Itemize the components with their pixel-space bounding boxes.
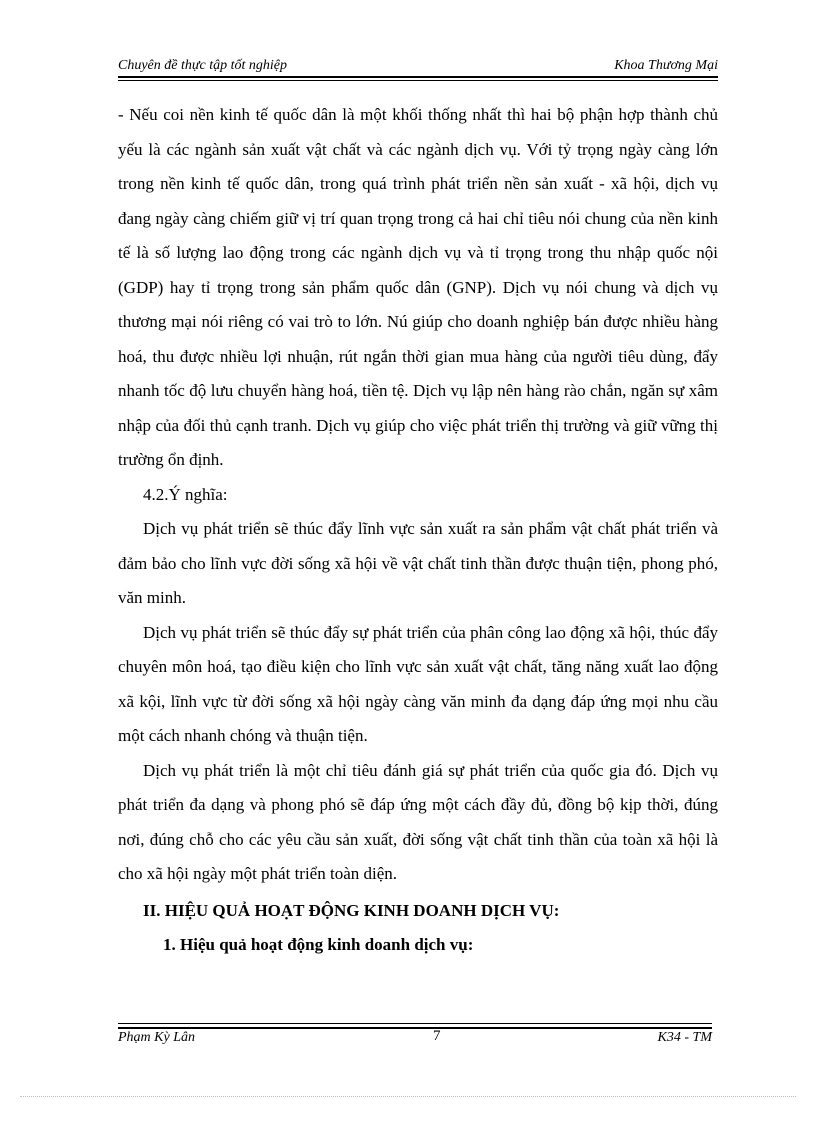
section-title-meaning: 4.2.Ý nghĩa:	[143, 484, 228, 504]
header-document-type: Chuyên đề thực tập tốt nghiệp	[118, 58, 287, 73]
paragraph-meaning-3: Dịch vụ phát triển là một chỉ tiêu đánh giá sự phát triển của quốc gia đó. Dịch vụ phát triển đa dạng và phong phó sẽ đáp ứng một cách đầy đủ, đồng bộ kịp thời, đúng nơi, đúng chỗ cho các yêu cầu sản xuất, đời sống vật chất tinh thần của toàn xã hội là cho xã hội ngày một phát triển toàn diện.	[118, 760, 718, 883]
paragraph-meaning-1: Dịch vụ phát triển sẽ thúc đẩy lĩnh vực sản xuất ra sản phẩm vật chất phát triển và đảm bảo cho lĩnh vực đời sống xã hội về vật chất tinh thần được thuận tiện, phong phó, văn minh.	[118, 519, 718, 607]
footer-rule-thick	[118, 1027, 712, 1029]
chapter-heading: II. HIỆU QUẢ HOẠT ĐỘNG KINH DOANH DỊCH VỤ:	[143, 900, 560, 920]
document-body	[118, 98, 718, 963]
subsection-heading: 1. Hiệu quả hoạt động kinh doanh dịch vụ:	[163, 935, 474, 954]
header-rule-thin	[118, 80, 718, 81]
page-footer	[118, 1030, 712, 1052]
page-edge-divider	[20, 1096, 796, 1097]
header-rule-thick	[118, 76, 718, 78]
page-number: 7	[433, 1028, 441, 1044]
footer-author: Phạm Kỳ Lân	[118, 1030, 195, 1045]
footer-rule-thin	[118, 1023, 712, 1024]
header-faculty: Khoa Thương Mại	[614, 58, 718, 73]
footer-class: K34 - TM	[657, 1030, 712, 1045]
paragraph-role-of-services: - Nếu coi nền kinh tế quốc dân là một khối thống nhất thì hai bộ phận hợp thành chủ yếu là các ngành sản xuất vật chất và các ngành dịch vụ. Với tỷ trọng ngày càng lớn trong nền kinh tế quốc dân, trong quá trình phát triển nền sản xuất - xã hội, dịch vụ đang ngày càng chiếm giữ vị trí quan trọng trong cả hai chỉ tiêu nói chung của nền kinh tế là số lượng lao động trong các ngành dịch vụ và tỉ trọng trong thu nhập quốc nội (GDP) hay tỉ trọng trong sản phẩm quốc dân (GNP). Dịch vụ nói chung và dịch vụ thương mại nói riêng có vai trò to lớn. Nú giúp cho doanh nghiệp bán được nhiều hàng hoá, thu được nhiều lợi nhuận, rút ngắn thời gian mua hàng của người tiêu dùng, đẩy nhanh tốc độ lưu chuyển hàng hoá, tiền tệ. Dịch vụ lập nên hàng rào chắn, ngăn sự xâm nhập của đối thủ cạnh tranh. Dịch vụ giúp cho việc phát triển thị trường và giữ vững thị trường ổn định.	[118, 105, 718, 469]
paragraph-meaning-2: Dịch vụ phát triển sẽ thúc đẩy sự phát triển của phân công lao động xã hội, thúc đẩy chuyên môn hoá, tạo điều kiện cho lĩnh vực sản xuất vật chất, tăng năng xuất lao động xã kội, lĩnh vực từ đời sống xã hội ngày càng văn minh đa dạng đáp ứng mọi nhu cầu một cách nhanh chóng và thuận tiện.	[118, 622, 718, 745]
